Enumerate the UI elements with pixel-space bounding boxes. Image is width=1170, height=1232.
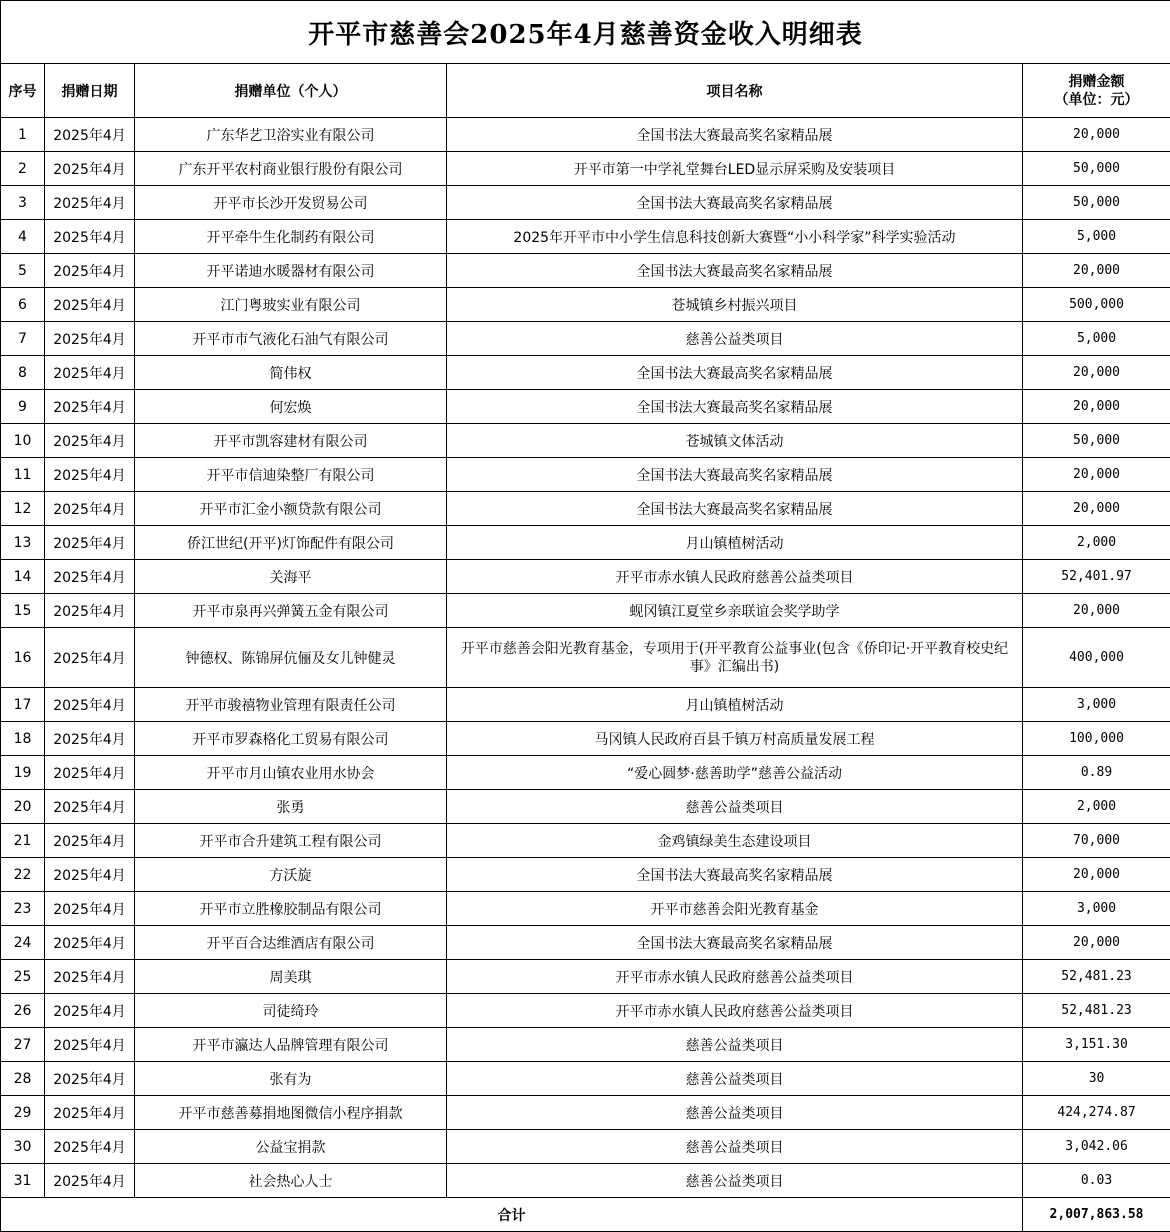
cell-seq: 25 [1,960,45,994]
cell-project: 开平市第一中学礼堂舞台LED显示屏采购及安装项目 [447,152,1023,186]
cell-seq: 29 [1,1096,45,1130]
cell-seq: 19 [1,756,45,790]
cell-donor: 关海平 [135,560,447,594]
cell-donor: 开平市骏禧物业管理有限责任公司 [135,688,447,722]
cell-seq: 20 [1,790,45,824]
cell-seq: 7 [1,322,45,356]
cell-date: 2025年4月 [45,254,135,288]
header-amount-title: 捐赠金额 [1068,73,1125,90]
table-row [1,220,1170,254]
cell-project: “爱心圆梦·慈善助学”慈善公益活动 [447,756,1023,790]
cell-project: 苍城镇乡村振兴项目 [447,288,1023,322]
table-row [1,1130,1170,1164]
cell-amount: 400,000 [1023,628,1170,688]
cell-project: 全国书法大赛最高奖名家精品展 [447,458,1023,492]
cell-amount: 50,000 [1023,186,1170,220]
cell-amount: 2,000 [1023,790,1170,824]
header-seq: 序号 [1,64,45,118]
cell-amount: 52,481.23 [1023,960,1170,994]
cell-donor: 广东华艺卫浴实业有限公司 [135,118,447,152]
cell-donor: 开平百合达维酒店有限公司 [135,926,447,960]
cell-date: 2025年4月 [45,390,135,424]
table-row [1,322,1170,356]
cell-project: 金鸡镇绿美生态建设项目 [447,824,1023,858]
table-row [1,1096,1170,1130]
cell-donor: 开平诺迪水暖器材有限公司 [135,254,447,288]
total-amount: 2,007,863.58 [1023,1198,1170,1232]
cell-date: 2025年4月 [45,994,135,1028]
table-row [1,458,1170,492]
cell-project: 马冈镇人民政府百县千镇万村高质量发展工程 [447,722,1023,756]
cell-project: 蚬冈镇江夏堂乡亲联谊会奖学助学 [447,594,1023,628]
cell-date: 2025年4月 [45,892,135,926]
cell-project: 开平市赤水镇人民政府慈善公益类项目 [447,994,1023,1028]
table-row [1,118,1170,152]
cell-amount: 30 [1023,1062,1170,1096]
cell-amount: 20,000 [1023,858,1170,892]
cell-project: 全国书法大赛最高奖名家精品展 [447,858,1023,892]
cell-amount: 100,000 [1023,722,1170,756]
cell-donor: 广东开平农村商业银行股份有限公司 [135,152,447,186]
cell-amount: 20,000 [1023,254,1170,288]
header-date: 捐赠日期 [45,64,135,118]
cell-amount: 500,000 [1023,288,1170,322]
cell-donor: 开平市长沙开发贸易公司 [135,186,447,220]
cell-amount: 20,000 [1023,458,1170,492]
cell-date: 2025年4月 [45,118,135,152]
cell-project: 全国书法大赛最高奖名家精品展 [447,186,1023,220]
table-row [1,288,1170,322]
cell-seq: 3 [1,186,45,220]
cell-seq: 21 [1,824,45,858]
cell-donor: 开平市凯容建材有限公司 [135,424,447,458]
total-label: 合计 [1,1198,1023,1232]
cell-seq: 31 [1,1164,45,1198]
cell-donor: 张勇 [135,790,447,824]
table-row [1,756,1170,790]
cell-project: 全国书法大赛最高奖名家精品展 [447,356,1023,390]
cell-date: 2025年4月 [45,152,135,186]
cell-date: 2025年4月 [45,790,135,824]
cell-seq: 23 [1,892,45,926]
table-row [1,1028,1170,1062]
cell-date: 2025年4月 [45,1028,135,1062]
cell-amount: 20,000 [1023,356,1170,390]
cell-project: 开平市慈善会阳光教育基金，专项用于(开平教育公益事业(包含《侨印记·开平教育校史纪事》汇编出书) [447,628,1023,688]
cell-project: 全国书法大赛最高奖名家精品展 [447,390,1023,424]
cell-date: 2025年4月 [45,356,135,390]
table-row [1,960,1170,994]
cell-date: 2025年4月 [45,492,135,526]
cell-seq: 9 [1,390,45,424]
cell-amount: 3,000 [1023,688,1170,722]
cell-amount: 50,000 [1023,424,1170,458]
cell-seq: 27 [1,1028,45,1062]
table-row [1,254,1170,288]
cell-seq: 30 [1,1130,45,1164]
cell-amount: 20,000 [1023,594,1170,628]
cell-seq: 13 [1,526,45,560]
cell-project: 全国书法大赛最高奖名家精品展 [447,492,1023,526]
cell-date: 2025年4月 [45,756,135,790]
cell-date: 2025年4月 [45,688,135,722]
cell-donor: 江门粤玻实业有限公司 [135,288,447,322]
cell-amount: 3,000 [1023,892,1170,926]
cell-amount: 20,000 [1023,926,1170,960]
cell-date: 2025年4月 [45,1164,135,1198]
cell-project: 慈善公益类项目 [447,1062,1023,1096]
cell-donor: 开平市汇金小额贷款有限公司 [135,492,447,526]
cell-donor: 公益宝捐款 [135,1130,447,1164]
cell-seq: 17 [1,688,45,722]
cell-donor: 开平市罗森格化工贸易有限公司 [135,722,447,756]
cell-seq: 28 [1,1062,45,1096]
cell-date: 2025年4月 [45,628,135,688]
cell-donor: 司徒绮玲 [135,994,447,1028]
cell-project: 慈善公益类项目 [447,790,1023,824]
cell-donor: 开平市合升建筑工程有限公司 [135,824,447,858]
cell-donor: 钟德权、陈锦屏伉俪及女儿钟健灵 [135,628,447,688]
cell-seq: 15 [1,594,45,628]
cell-amount: 0.89 [1023,756,1170,790]
cell-donor: 何宏焕 [135,390,447,424]
cell-donor: 方沃旋 [135,858,447,892]
cell-project: 慈善公益类项目 [447,1130,1023,1164]
table-row [1,688,1170,722]
cell-amount: 5,000 [1023,322,1170,356]
cell-seq: 12 [1,492,45,526]
cell-date: 2025年4月 [45,220,135,254]
total-row [1,1198,1170,1232]
cell-amount: 20,000 [1023,390,1170,424]
cell-donor: 社会热心人士 [135,1164,447,1198]
table-row [1,926,1170,960]
cell-seq: 22 [1,858,45,892]
table-row [1,994,1170,1028]
table-row [1,790,1170,824]
cell-donor: 开平市瀛达人品牌管理有限公司 [135,1028,447,1062]
cell-seq: 5 [1,254,45,288]
cell-amount: 3,042.06 [1023,1130,1170,1164]
cell-date: 2025年4月 [45,1096,135,1130]
cell-date: 2025年4月 [45,1062,135,1096]
cell-date: 2025年4月 [45,458,135,492]
header-row [1,64,1170,118]
table-row [1,1164,1170,1198]
cell-donor: 周美琪 [135,960,447,994]
cell-donor: 开平市市气液化石油气有限公司 [135,322,447,356]
cell-project: 慈善公益类项目 [447,1028,1023,1062]
cell-project: 慈善公益类项目 [447,322,1023,356]
table-row [1,186,1170,220]
table-row [1,152,1170,186]
header-donor: 捐赠单位（个人） [135,64,447,118]
cell-amount: 50,000 [1023,152,1170,186]
header-project: 项目名称 [447,64,1023,118]
cell-amount: 5,000 [1023,220,1170,254]
cell-seq: 14 [1,560,45,594]
cell-date: 2025年4月 [45,722,135,756]
cell-date: 2025年4月 [45,322,135,356]
cell-amount: 0.03 [1023,1164,1170,1198]
cell-seq: 4 [1,220,45,254]
table-row [1,858,1170,892]
cell-seq: 26 [1,994,45,1028]
table-row [1,560,1170,594]
table-row [1,824,1170,858]
cell-date: 2025年4月 [45,424,135,458]
cell-seq: 18 [1,722,45,756]
cell-project: 全国书法大赛最高奖名家精品展 [447,254,1023,288]
cell-amount: 20,000 [1023,118,1170,152]
cell-project: 开平市赤水镇人民政府慈善公益类项目 [447,960,1023,994]
cell-donor: 开平牵牛生化制药有限公司 [135,220,447,254]
cell-project: 月山镇植树活动 [447,688,1023,722]
cell-donor: 开平市信迪染整厂有限公司 [135,458,447,492]
cell-date: 2025年4月 [45,186,135,220]
cell-date: 2025年4月 [45,594,135,628]
table-row [1,594,1170,628]
table-row [1,390,1170,424]
table-row [1,424,1170,458]
table-body [1,118,1170,1198]
cell-amount: 70,000 [1023,824,1170,858]
cell-project: 苍城镇文体活动 [447,424,1023,458]
cell-amount: 3,151.30 [1023,1028,1170,1062]
cell-date: 2025年4月 [45,858,135,892]
cell-amount: 2,000 [1023,526,1170,560]
cell-project: 慈善公益类项目 [447,1164,1023,1198]
cell-project: 慈善公益类项目 [447,1096,1023,1130]
table-row [1,892,1170,926]
cell-amount: 52,401.97 [1023,560,1170,594]
cell-project: 月山镇植树活动 [447,526,1023,560]
cell-seq: 6 [1,288,45,322]
cell-seq: 11 [1,458,45,492]
cell-project: 开平市赤水镇人民政府慈善公益类项目 [447,560,1023,594]
table-row [1,1062,1170,1096]
cell-seq: 8 [1,356,45,390]
cell-donor: 侨江世纪(开平)灯饰配件有限公司 [135,526,447,560]
cell-donor: 简伟权 [135,356,447,390]
table-row [1,356,1170,390]
cell-seq: 16 [1,628,45,688]
table-row [1,722,1170,756]
page-title: 开平市慈善会2025年4月慈善资金收入明细表 [1,1,1170,64]
cell-project: 全国书法大赛最高奖名家精品展 [447,118,1023,152]
cell-date: 2025年4月 [45,1130,135,1164]
cell-donor: 开平市慈善募捐地图微信小程序捐款 [135,1096,447,1130]
table-row [1,492,1170,526]
cell-seq: 1 [1,118,45,152]
cell-date: 2025年4月 [45,926,135,960]
header-amount [1023,64,1170,118]
cell-project: 开平市慈善会阳光教育基金 [447,892,1023,926]
cell-seq: 24 [1,926,45,960]
cell-date: 2025年4月 [45,960,135,994]
cell-amount: 20,000 [1023,492,1170,526]
cell-date: 2025年4月 [45,526,135,560]
cell-project: 全国书法大赛最高奖名家精品展 [447,926,1023,960]
cell-amount: 424,274.87 [1023,1096,1170,1130]
cell-donor: 开平市泉再兴弹簧五金有限公司 [135,594,447,628]
cell-date: 2025年4月 [45,824,135,858]
cell-donor: 张有为 [135,1062,447,1096]
header-amount-unit: （单位：元） [1054,91,1139,108]
cell-project: 2025年开平市中小学生信息科技创新大赛暨“小小科学家”科学实验活动 [447,220,1023,254]
cell-seq: 2 [1,152,45,186]
cell-amount: 52,481.23 [1023,994,1170,1028]
cell-donor: 开平市立胜橡胶制品有限公司 [135,892,447,926]
table-row [1,628,1170,688]
cell-date: 2025年4月 [45,560,135,594]
cell-date: 2025年4月 [45,288,135,322]
cell-seq: 10 [1,424,45,458]
table-row [1,526,1170,560]
cell-donor: 开平市月山镇农业用水协会 [135,756,447,790]
